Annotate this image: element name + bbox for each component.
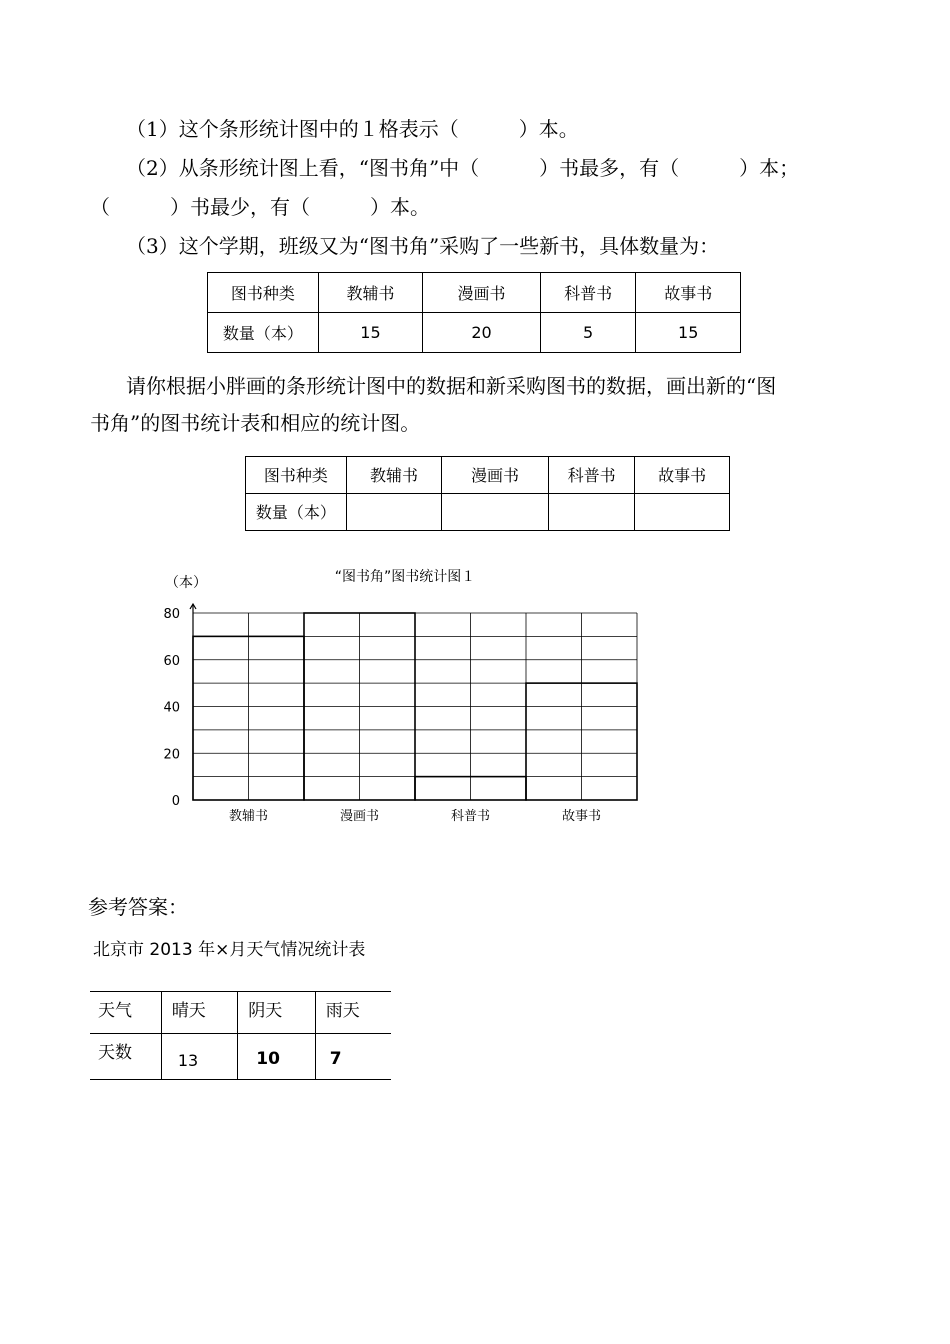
y-tick-label: 0 [171,794,180,809]
question-3: （3）这个学期，班级又为“图书角”采购了一些新书，具体数量为： [126,234,720,258]
blank-cell[interactable] [548,494,635,531]
table-header: 教辅书 [318,273,423,313]
instruction-line-1: 请你根据小胖画的条形统计图中的数据和新采购图书的数据，画出新的“图 [126,374,777,398]
y-tick-label: 20 [163,747,180,763]
table-cell: 5 [540,313,636,353]
blank-books-table [245,456,730,531]
table-header: 漫画书 [442,457,549,494]
blank-cell[interactable] [346,494,442,531]
x-tick-label: 科普书 [450,809,491,824]
table-cell: 7 [315,1034,391,1080]
table-header: 科普书 [548,457,635,494]
table-header: 图书种类 [208,273,319,313]
bar-chart [150,560,650,830]
answer-table-title: 北京市 2013 年×月天气情况统计表 [93,940,366,960]
y-tick-label: 40 [163,700,180,716]
chart-x-ticks [229,808,601,824]
weather-table [90,991,391,1080]
table-header: 科普书 [540,273,636,313]
table-cell: 20 [423,313,541,353]
answer-heading: 参考答案： [88,895,188,919]
question-1: （1）这个条形统计图中的１格表示（ ）本。 [126,117,579,141]
x-tick-label: 漫画书 [339,809,380,824]
table-cell: 15 [636,313,741,353]
chart-y-label: （本） [165,575,207,591]
question-2: （2）从条形统计图上看，“图书角”中（ ）书最多，有（ ）本； [126,156,800,180]
y-tick-label: 60 [163,653,180,669]
x-tick-label: 教辅书 [228,809,269,824]
table-header: 图书种类 [246,457,347,494]
blank-cell[interactable] [635,494,730,531]
table-header: 天气 [90,992,161,1034]
table-header: 阴天 [238,992,315,1034]
y-tick-label: 80 [163,607,180,622]
table-header: 晴天 [161,992,237,1034]
x-tick-label: 故事书 [561,809,602,824]
table-cell: 13 [161,1034,237,1080]
table-row-label: 数量（本） [208,313,319,353]
table-header: 教辅书 [346,457,442,494]
table-cell: 15 [318,313,423,353]
table-header: 故事书 [636,273,741,313]
table-header: 漫画书 [423,273,541,313]
table-header: 雨天 [315,992,391,1034]
blank-cell[interactable] [442,494,549,531]
table-row-label: 数量（本） [246,494,347,531]
question-2-cont: （ ）书最少，有（ ）本。 [90,195,430,219]
chart-y-ticks [163,607,180,809]
instruction-line-2: 书角”的图书统计表和相应的统计图。 [90,411,421,435]
table-header: 故事书 [635,457,730,494]
new-books-table [207,272,741,353]
table-row-label: 天数 [90,1034,161,1080]
table-cell: 10 [238,1034,315,1080]
chart-title: “图书角”图书统计图１ [334,569,476,585]
